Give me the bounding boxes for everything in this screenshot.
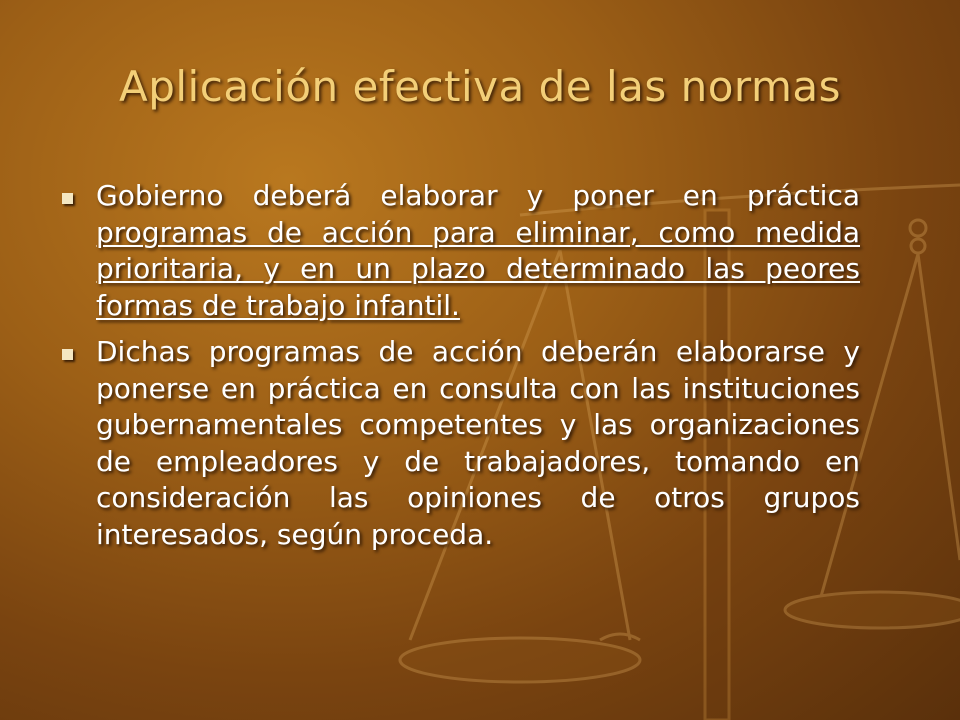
bullet-text: [96, 334, 860, 553]
bullet-text: [96, 178, 860, 324]
bullet-text-underlined: programas de acción para eliminar, como medida prioritaria, y en un plazo determinado las peores formas de trabajo infantil.: [96, 215, 860, 322]
bullet-list: [60, 178, 860, 563]
slide-title: Aplicación efectiva de las normas: [119, 62, 841, 111]
bullet-item: [60, 178, 860, 324]
square-bullet-icon: [62, 193, 73, 204]
bullet-text-plain: Gobierno deberá elaborar y poner en práctica: [96, 179, 860, 212]
bullet-item: [60, 334, 860, 553]
square-bullet-icon: [62, 349, 73, 360]
bullet-text-plain: Dichas programas de acción deberán elaborarse y ponerse en práctica en consulta con las instituciones gubernamentales competentes y las organizaciones de empleadores y de trabajadores, tomando en consideración las opiniones de otros grupos interesados, según proceda.: [96, 335, 860, 551]
